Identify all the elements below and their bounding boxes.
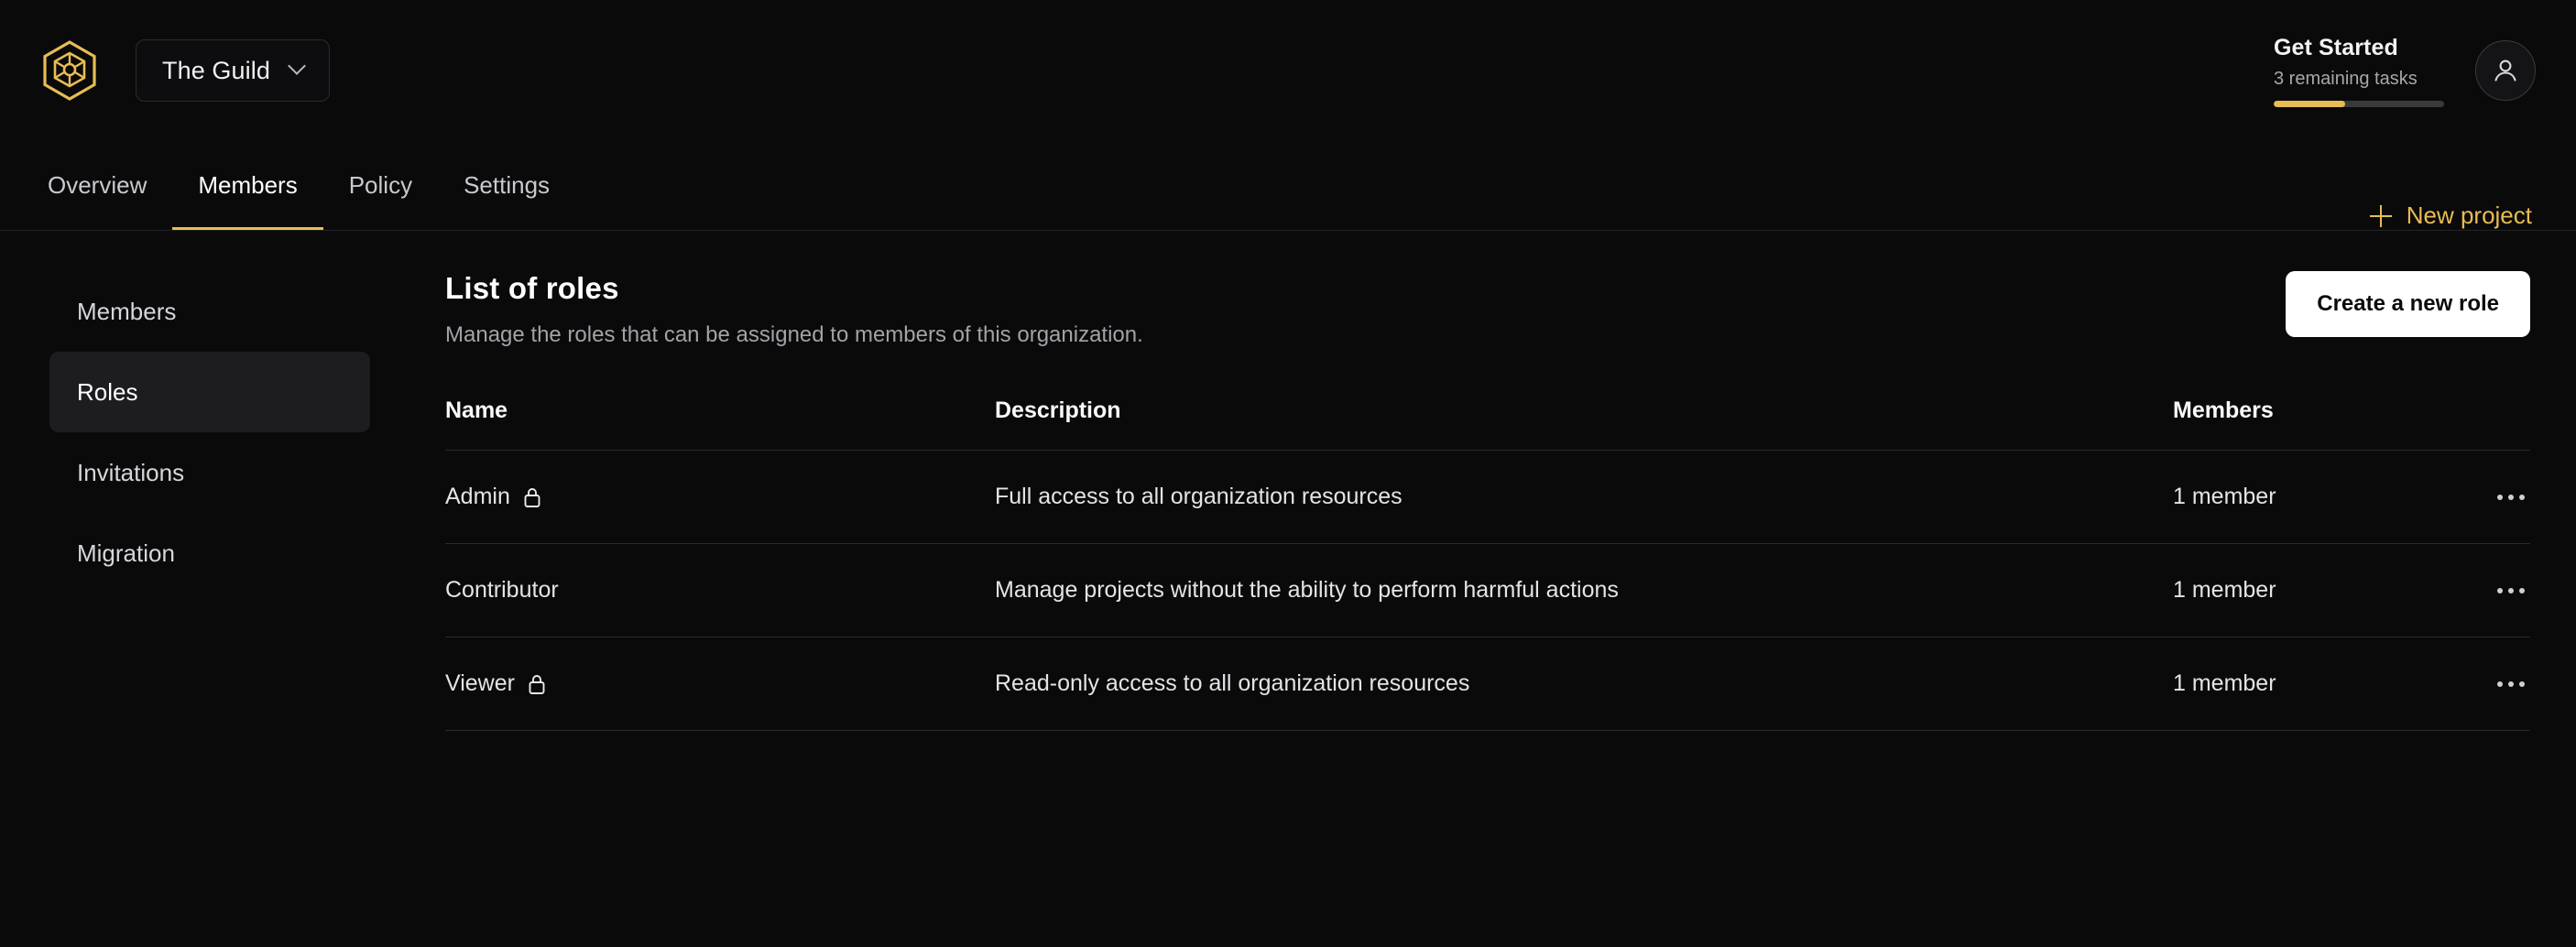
tab-members-label: Members	[198, 171, 298, 199]
main-header	[445, 271, 2530, 348]
roles-table-body	[445, 451, 2530, 731]
role-description: Manage projects without the ability to perform harmful actions	[995, 544, 2173, 637]
role-actions-cell	[2448, 451, 2530, 544]
role-name-cell	[445, 637, 995, 731]
sidebar-item-roles[interactable]	[49, 352, 370, 432]
tab-overview[interactable]	[37, 141, 172, 230]
user-avatar-icon	[2490, 55, 2521, 86]
role-actions-cell	[2448, 544, 2530, 637]
column-header-actions	[2448, 397, 2530, 451]
org-switcher[interactable]	[136, 39, 330, 102]
sidebar-item-invitations[interactable]	[49, 432, 370, 513]
role-name-cell	[445, 544, 995, 637]
avatar[interactable]	[2475, 40, 2536, 101]
table-row[interactable]	[445, 451, 2530, 544]
more-options-icon[interactable]	[2448, 588, 2530, 593]
get-started-title: Get Started	[2274, 34, 2398, 60]
new-project-button[interactable]	[2370, 201, 2536, 230]
sidebar-item-migration[interactable]	[49, 513, 370, 593]
tab-members[interactable]	[172, 141, 322, 230]
table-row[interactable]	[445, 637, 2530, 731]
role-members-count: 1 member	[2173, 637, 2448, 731]
sidebar-item-label: Migration	[77, 539, 175, 567]
column-header-description: Description	[995, 397, 2173, 451]
get-started-progress-fill	[2274, 101, 2345, 107]
page-title: List of roles	[445, 271, 619, 305]
table-header-row	[445, 397, 2530, 451]
lock-icon	[523, 486, 541, 508]
sidebar-item-members[interactable]	[49, 271, 370, 352]
sidebar-item-label: Members	[77, 297, 177, 325]
roles-table	[445, 397, 2530, 731]
page-subtitle: Manage the roles that can be assigned to members of this organization.	[445, 322, 1143, 347]
role-name: Viewer	[445, 670, 515, 696]
nav-tabs	[37, 141, 575, 230]
tab-settings-label: Settings	[464, 171, 551, 199]
main-content	[403, 231, 2576, 947]
roles-table-head	[445, 397, 2530, 451]
tab-settings[interactable]	[438, 141, 575, 230]
role-name: Admin	[445, 484, 510, 509]
org-name: The Guild	[162, 56, 270, 84]
more-options-icon[interactable]	[2448, 495, 2530, 500]
role-description: Full access to all organization resources	[995, 451, 2173, 544]
role-actions-cell	[2448, 637, 2530, 731]
get-started-subtitle: 3 remaining tasks	[2274, 68, 2418, 89]
column-header-name: Name	[445, 397, 995, 451]
new-project-label: New project	[2406, 201, 2532, 229]
tab-overview-label: Overview	[48, 171, 147, 199]
top-bar-right	[2274, 35, 2536, 107]
role-description: Read-only access to all organization resources	[995, 637, 2173, 731]
lock-icon	[528, 673, 546, 695]
tab-policy-label: Policy	[348, 171, 413, 199]
page-body	[0, 231, 2576, 947]
table-row[interactable]	[445, 544, 2530, 637]
main-header-text	[445, 271, 1143, 348]
get-started-progress-bar	[2274, 101, 2444, 107]
sidebar	[0, 231, 403, 947]
main-nav	[0, 141, 2576, 231]
role-name-cell	[445, 451, 995, 544]
role-members-count: 1 member	[2173, 544, 2448, 637]
role-name: Contributor	[445, 577, 559, 603]
top-bar	[0, 0, 2576, 141]
role-members-count: 1 member	[2173, 451, 2448, 544]
sidebar-item-label: Roles	[77, 377, 138, 406]
get-started-widget[interactable]	[2274, 35, 2444, 107]
more-options-icon[interactable]	[2448, 681, 2530, 687]
create-new-role-button[interactable]: Create a new role	[2286, 271, 2530, 337]
sidebar-item-label: Invitations	[77, 458, 185, 486]
plus-icon	[2370, 205, 2392, 227]
column-header-members: Members	[2173, 397, 2448, 451]
tab-policy[interactable]	[323, 141, 438, 230]
chevron-down-icon	[290, 60, 307, 76]
hexagon-cube-logo[interactable]	[37, 38, 103, 103]
